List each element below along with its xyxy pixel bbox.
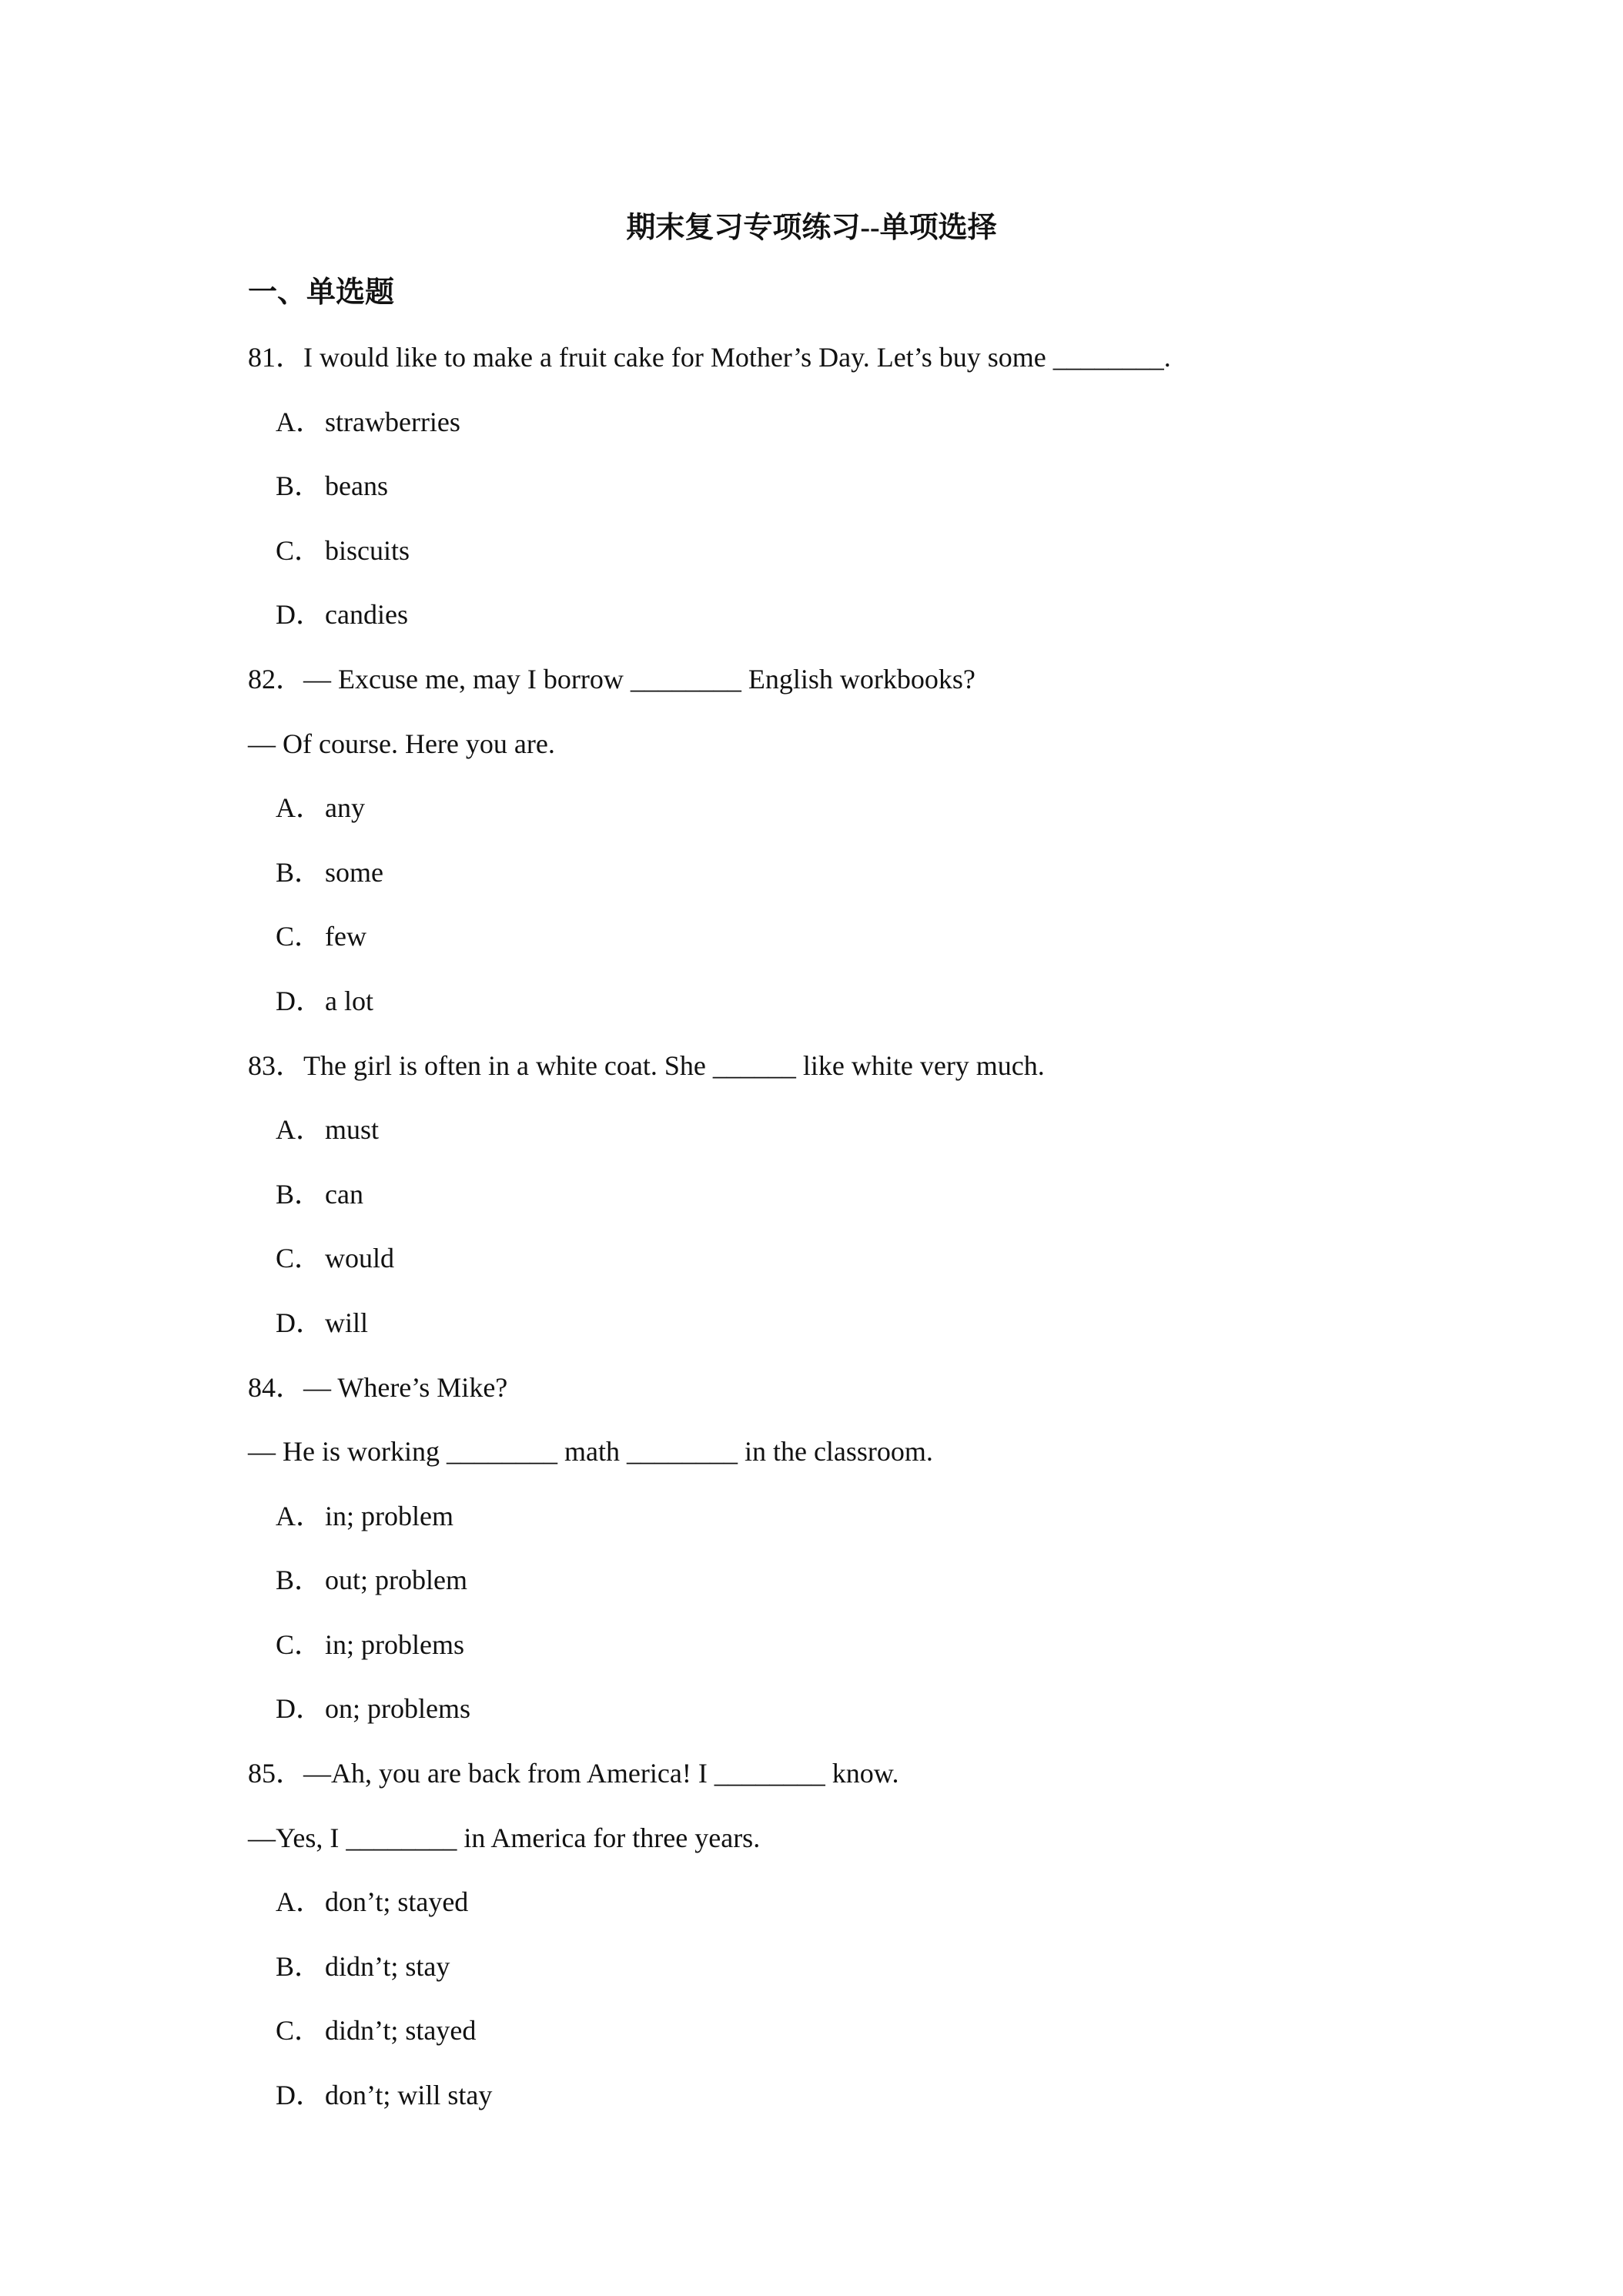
- option-text: out; problem: [325, 1565, 467, 1596]
- answer-option: [248, 915, 1557, 979]
- answer-option: [248, 593, 1557, 658]
- question-stem: [248, 336, 1557, 400]
- option-text: any: [325, 792, 365, 824]
- option-letter: B．: [276, 1178, 323, 1210]
- question-text: — Where’s Mike?: [303, 1371, 508, 1403]
- option-letter: C．: [276, 921, 323, 952]
- question-stem: [248, 1366, 1557, 1431]
- option-letter: C．: [276, 2015, 323, 2047]
- option-text: strawberries: [325, 406, 460, 437]
- question-text: I would like to make a fruit cake for Mother’s Day. Let’s buy some ________.: [303, 342, 1171, 373]
- option-text: biscuits: [325, 534, 410, 566]
- option-text: in; problems: [325, 1628, 464, 1660]
- option-text: didn’t; stay: [325, 1950, 450, 1982]
- option-text: candies: [325, 599, 408, 631]
- section-title: 一、单选题: [248, 276, 395, 309]
- option-letter: B．: [276, 470, 323, 502]
- answer-option: [248, 464, 1557, 529]
- option-letter: A．: [276, 406, 323, 437]
- question-number: 83．: [248, 1049, 304, 1081]
- question-number: 81．: [248, 342, 304, 373]
- answer-option: [248, 1880, 1557, 1945]
- option-text: will: [325, 1307, 369, 1338]
- question-text: — Excuse me, may I borrow ________ English workbooks?: [303, 663, 975, 694]
- question-stem: [248, 658, 1557, 722]
- option-letter: B．: [276, 1565, 323, 1596]
- answer-option: [248, 979, 1557, 1044]
- question-number: 84．: [248, 1371, 304, 1403]
- option-text: few: [325, 921, 366, 952]
- option-letter: A．: [276, 1114, 323, 1146]
- option-text: must: [325, 1114, 380, 1146]
- answer-option: [248, 2073, 1557, 2138]
- dialogue-reply: — Of course. Here you are.: [248, 728, 555, 759]
- answer-option: [248, 2009, 1557, 2073]
- option-letter: B．: [276, 1950, 323, 1982]
- question-list: [248, 336, 1557, 2138]
- page-title: 期末复习专项练习--单项选择: [626, 212, 997, 244]
- option-letter: C．: [276, 1628, 323, 1660]
- answer-option: [248, 529, 1557, 594]
- answer-option: [248, 1558, 1557, 1623]
- answer-option: [248, 1945, 1557, 2010]
- question-number: 85．: [248, 1758, 304, 1789]
- answer-option: [248, 1237, 1557, 1301]
- option-letter: C．: [276, 1243, 323, 1274]
- answer-option: [248, 1494, 1557, 1559]
- option-text: don’t; will stay: [325, 2080, 493, 2111]
- question-stem: [248, 1752, 1557, 1816]
- option-text: can: [325, 1178, 363, 1210]
- answer-option: [248, 786, 1557, 851]
- option-letter: A．: [276, 1500, 323, 1531]
- option-text: a lot: [325, 985, 373, 1016]
- option-letter: A．: [276, 792, 323, 824]
- option-letter: D．: [276, 599, 323, 631]
- answer-option: [248, 1623, 1557, 1688]
- option-text: on; problems: [325, 1693, 470, 1725]
- option-text: don’t; stayed: [325, 1886, 469, 1918]
- option-text: some: [325, 856, 383, 888]
- question-text: The girl is often in a white coat. She ______ like white very much.: [303, 1049, 1045, 1081]
- option-letter: A．: [276, 1886, 323, 1918]
- answer-option: [248, 400, 1557, 465]
- option-letter: C．: [276, 534, 323, 566]
- option-text: beans: [325, 470, 388, 502]
- option-text: in; problem: [325, 1500, 453, 1531]
- option-text: would: [325, 1243, 394, 1274]
- answer-option: [248, 851, 1557, 915]
- dialogue-reply: — He is working ________ math ________ in the classroom.: [248, 1436, 933, 1468]
- option-letter: B．: [276, 856, 323, 888]
- question-stem: [248, 1044, 1557, 1109]
- question-text: —Ah, you are back from America! I ________ know.: [303, 1758, 899, 1789]
- option-letter: D．: [276, 985, 323, 1016]
- option-text: didn’t; stayed: [325, 2015, 477, 2047]
- dialogue-reply: —Yes, I ________ in America for three years.: [248, 1822, 761, 1853]
- option-letter: D．: [276, 2080, 323, 2111]
- option-letter: D．: [276, 1307, 323, 1338]
- answer-option: [248, 1173, 1557, 1237]
- answer-option: [248, 1687, 1557, 1752]
- question-number: 82．: [248, 663, 304, 694]
- option-letter: D．: [276, 1693, 323, 1725]
- answer-option: [248, 1108, 1557, 1173]
- answer-option: [248, 1301, 1557, 1366]
